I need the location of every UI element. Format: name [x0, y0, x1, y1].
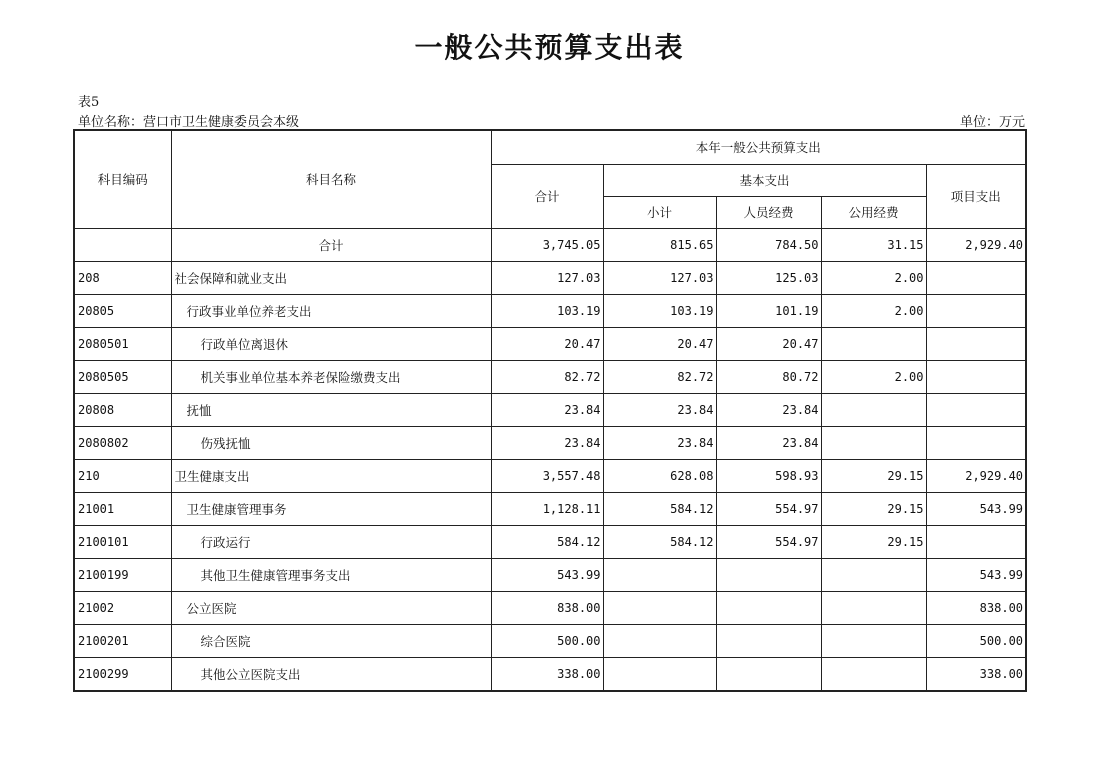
- page-title: 一般公共预算支出表: [414, 31, 685, 64]
- table-row: [74, 525, 1026, 558]
- table-row: [74, 459, 1026, 492]
- table-row: [74, 558, 1026, 591]
- cell-personnel: 125.03: [716, 261, 821, 294]
- cell-subtotal: 23.84: [603, 426, 716, 459]
- unit-label: 单位：万元: [959, 115, 1025, 130]
- cell-project: [926, 327, 1026, 360]
- cell-public: 2.00: [821, 294, 926, 327]
- cell-name: 其他公立医院支出: [171, 657, 491, 691]
- table-row: [74, 228, 1026, 261]
- cell-total: 500.00: [491, 624, 603, 657]
- cell-total: 1,128.11: [491, 492, 603, 525]
- table-row: [74, 360, 1026, 393]
- cell-name: 伤残抚恤: [171, 426, 491, 459]
- cell-name: 卫生健康管理事务: [171, 492, 491, 525]
- cell-personnel: 23.84: [716, 393, 821, 426]
- cell-name: 综合医院: [171, 624, 491, 657]
- cell-code: 21002: [74, 591, 171, 624]
- cell-personnel: 101.19: [716, 294, 821, 327]
- header-public: 公用经费: [821, 196, 926, 228]
- cell-project: 543.99: [926, 492, 1026, 525]
- cell-public: [821, 591, 926, 624]
- cell-name: 公立医院: [171, 591, 491, 624]
- cell-project: 500.00: [926, 624, 1026, 657]
- cell-code: 2100299: [74, 657, 171, 691]
- cell-total: 23.84: [491, 393, 603, 426]
- cell-code: 2100201: [74, 624, 171, 657]
- cell-subtotal: [603, 624, 716, 657]
- header-basic: 基本支出: [603, 164, 926, 196]
- cell-name: 抚恤: [171, 393, 491, 426]
- cell-personnel: 23.84: [716, 426, 821, 459]
- cell-public: [821, 624, 926, 657]
- cell-public: 31.15: [821, 228, 926, 261]
- cell-total: 838.00: [491, 591, 603, 624]
- cell-code: 2080802: [74, 426, 171, 459]
- cell-code: 210: [74, 459, 171, 492]
- header-project: 项目支出: [926, 164, 1026, 228]
- cell-name: 行政事业单位养老支出: [171, 294, 491, 327]
- cell-subtotal: 23.84: [603, 393, 716, 426]
- cell-project: [926, 294, 1026, 327]
- cell-total: 23.84: [491, 426, 603, 459]
- cell-personnel: [716, 624, 821, 657]
- cell-project: 2,929.40: [926, 228, 1026, 261]
- cell-public: 2.00: [821, 261, 926, 294]
- cell-name: 行政单位离退休: [171, 327, 491, 360]
- cell-total: 82.72: [491, 360, 603, 393]
- table-row: [74, 261, 1026, 294]
- cell-name: 社会保障和就业支出: [171, 261, 491, 294]
- cell-public: [821, 657, 926, 691]
- cell-total: 543.99: [491, 558, 603, 591]
- cell-public: 29.15: [821, 492, 926, 525]
- cell-public: 29.15: [821, 525, 926, 558]
- cell-personnel: [716, 558, 821, 591]
- cell-code: 208: [74, 261, 171, 294]
- table-row: [74, 393, 1026, 426]
- table-row: [74, 591, 1026, 624]
- header-name: 科目名称: [171, 130, 491, 228]
- header-total: 合计: [491, 164, 603, 228]
- cell-subtotal: 628.08: [603, 459, 716, 492]
- table-row: [74, 294, 1026, 327]
- cell-public: 2.00: [821, 360, 926, 393]
- cell-name: 卫生健康支出: [171, 459, 491, 492]
- cell-personnel: [716, 591, 821, 624]
- cell-total: 20.47: [491, 327, 603, 360]
- cell-personnel: 20.47: [716, 327, 821, 360]
- cell-project: 2,929.40: [926, 459, 1026, 492]
- cell-public: [821, 426, 926, 459]
- cell-name: 行政运行: [171, 525, 491, 558]
- table-row: [74, 327, 1026, 360]
- cell-project: [926, 393, 1026, 426]
- cell-personnel: 598.93: [716, 459, 821, 492]
- cell-project: 338.00: [926, 657, 1026, 691]
- cell-personnel: 554.97: [716, 525, 821, 558]
- cell-code: 2080501: [74, 327, 171, 360]
- table-row: [74, 426, 1026, 459]
- cell-total: 103.19: [491, 294, 603, 327]
- cell-project: [926, 426, 1026, 459]
- cell-subtotal: [603, 591, 716, 624]
- cell-project: [926, 261, 1026, 294]
- header-subtotal: 小计: [603, 196, 716, 228]
- cell-total: 338.00: [491, 657, 603, 691]
- cell-name: 其他卫生健康管理事务支出: [171, 558, 491, 591]
- cell-project: [926, 525, 1026, 558]
- header-personnel: 人员经费: [716, 196, 821, 228]
- cell-subtotal: 20.47: [603, 327, 716, 360]
- cell-subtotal: 815.65: [603, 228, 716, 261]
- cell-subtotal: [603, 657, 716, 691]
- cell-project: [926, 360, 1026, 393]
- budget-table: [73, 129, 1027, 692]
- cell-code: 20808: [74, 393, 171, 426]
- cell-public: [821, 558, 926, 591]
- cell-personnel: 80.72: [716, 360, 821, 393]
- cell-total: 127.03: [491, 261, 603, 294]
- cell-code: 20805: [74, 294, 171, 327]
- cell-code: 2100101: [74, 525, 171, 558]
- cell-subtotal: 127.03: [603, 261, 716, 294]
- cell-subtotal: 584.12: [603, 525, 716, 558]
- cell-code: [74, 228, 171, 261]
- unit-name: 单位名称：营口市卫生健康委员会本级: [78, 115, 300, 130]
- cell-code: 2100199: [74, 558, 171, 591]
- cell-subtotal: 584.12: [603, 492, 716, 525]
- cell-public: 29.15: [821, 459, 926, 492]
- cell-personnel: 554.97: [716, 492, 821, 525]
- cell-public: [821, 393, 926, 426]
- cell-code: 2080505: [74, 360, 171, 393]
- cell-project: 543.99: [926, 558, 1026, 591]
- cell-subtotal: 103.19: [603, 294, 716, 327]
- cell-personnel: 784.50: [716, 228, 821, 261]
- cell-project: 838.00: [926, 591, 1026, 624]
- cell-public: [821, 327, 926, 360]
- cell-total: 3,745.05: [491, 228, 603, 261]
- header-current-year: 本年一般公共预算支出: [491, 130, 1026, 164]
- table-row: [74, 624, 1026, 657]
- cell-subtotal: [603, 558, 716, 591]
- cell-name: 合计: [171, 228, 491, 261]
- cell-name: 机关事业单位基本养老保险缴费支出: [171, 360, 491, 393]
- cell-subtotal: 82.72: [603, 360, 716, 393]
- cell-total: 3,557.48: [491, 459, 603, 492]
- cell-total: 584.12: [491, 525, 603, 558]
- table-row: [74, 657, 1026, 691]
- cell-personnel: [716, 657, 821, 691]
- table-row: [74, 492, 1026, 525]
- header-code: 科目编码: [74, 130, 171, 228]
- cell-code: 21001: [74, 492, 171, 525]
- table-number: 表5: [78, 95, 100, 110]
